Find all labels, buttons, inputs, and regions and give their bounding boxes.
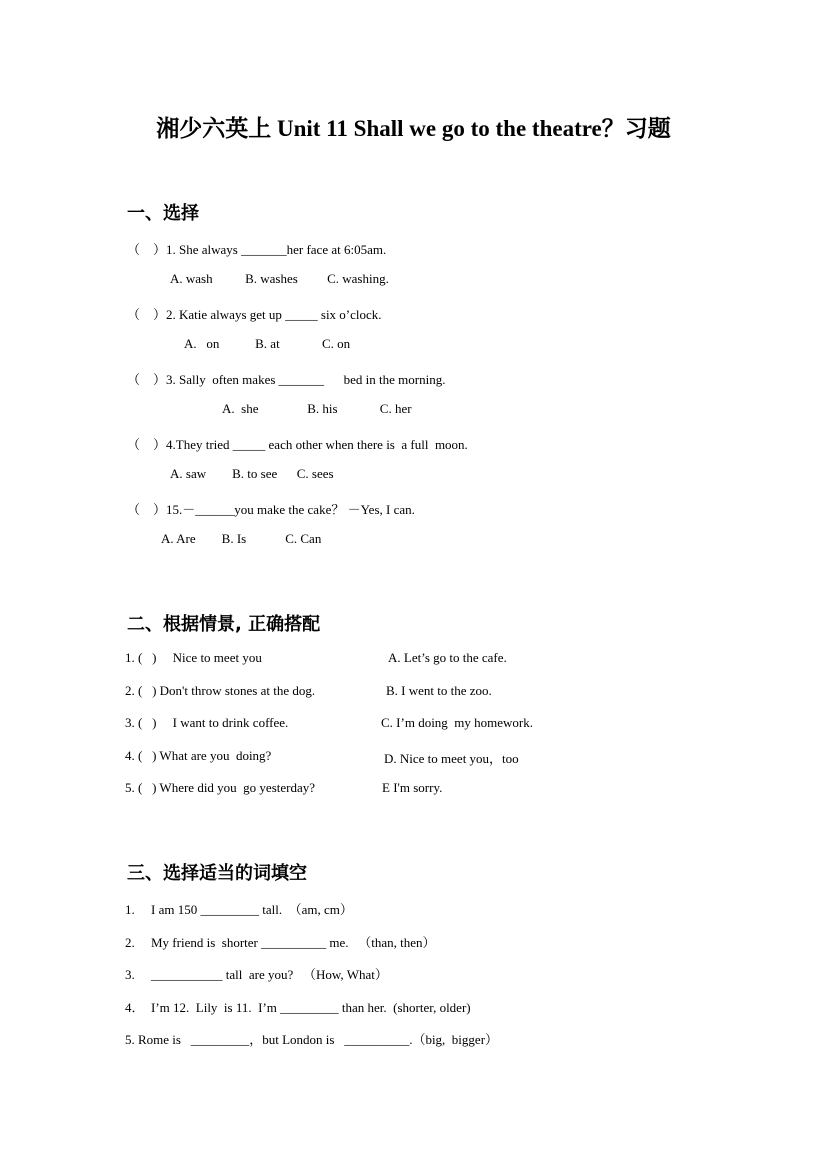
question-4-options: A. saw B. to see C. sees bbox=[170, 466, 334, 481]
section-2-heading: 二、根据情景, 正确搭配 bbox=[127, 614, 321, 635]
fill-blank-5: 5. Rome is _________，but London is __________.（big, bigger） bbox=[125, 1032, 499, 1047]
section-1-heading: 一、选择 bbox=[127, 203, 199, 224]
fill-blank-4: 4． I’m 12. Lily is 11. I’m _________ than her. (shorter, older) bbox=[125, 1000, 471, 1015]
match-right-b: B. I went to the zoo. bbox=[386, 683, 492, 698]
match-left-5: 5. ( ) Where did you go yesterday? bbox=[125, 780, 316, 795]
question-3-options: A. she B. his C. her bbox=[222, 401, 412, 416]
question-4: （ ）4.They tried _____ each other when there is a full moon. bbox=[127, 437, 468, 452]
question-5-options: A. Are B. Is C. Can bbox=[161, 531, 322, 546]
match-right-a: A. Let’s go to the cafe. bbox=[388, 650, 507, 665]
match-right-c: C. I’m doing my homework. bbox=[381, 715, 534, 730]
match-left-3: 3. ( ) I want to drink coffee. bbox=[125, 715, 289, 730]
match-right-d: D. Nice to meet you，too bbox=[384, 751, 519, 766]
question-5: （ ）15.－______you make the cake？ －Yes, I can. bbox=[127, 502, 415, 517]
fill-blank-2: 2. My friend is shorter __________ me. （than, then） bbox=[125, 935, 436, 950]
page-title: 湘少六英上 Unit 11 Shall we go to the theatre？习题 bbox=[156, 116, 671, 141]
match-left-2: 2. ( ) Don't throw stones at the dog. bbox=[125, 683, 316, 698]
question-1: （ ）1. She always _______her face at 6:05am. bbox=[127, 242, 387, 257]
question-2: （ ）2. Katie always get up _____ six o’clock. bbox=[127, 307, 382, 322]
match-left-1: 1. ( ) Nice to meet you bbox=[125, 650, 262, 665]
question-1-options: A. wash B. washes C. washing. bbox=[170, 271, 389, 286]
fill-blank-3: 3. ___________ tall are you? （How, What） bbox=[125, 967, 388, 982]
section-3-heading: 三、选择适当的词填空 bbox=[127, 863, 307, 884]
question-2-options: A. on B. at C. on bbox=[184, 336, 351, 351]
question-3: （ ）3. Sally often makes _______ bed in the morning. bbox=[127, 372, 446, 387]
fill-blank-1: 1. I am 150 _________ tall. （am, cm） bbox=[125, 902, 353, 917]
match-right-e: E I'm sorry. bbox=[382, 780, 443, 795]
match-left-4: 4. ( ) What are you doing? bbox=[125, 748, 272, 763]
